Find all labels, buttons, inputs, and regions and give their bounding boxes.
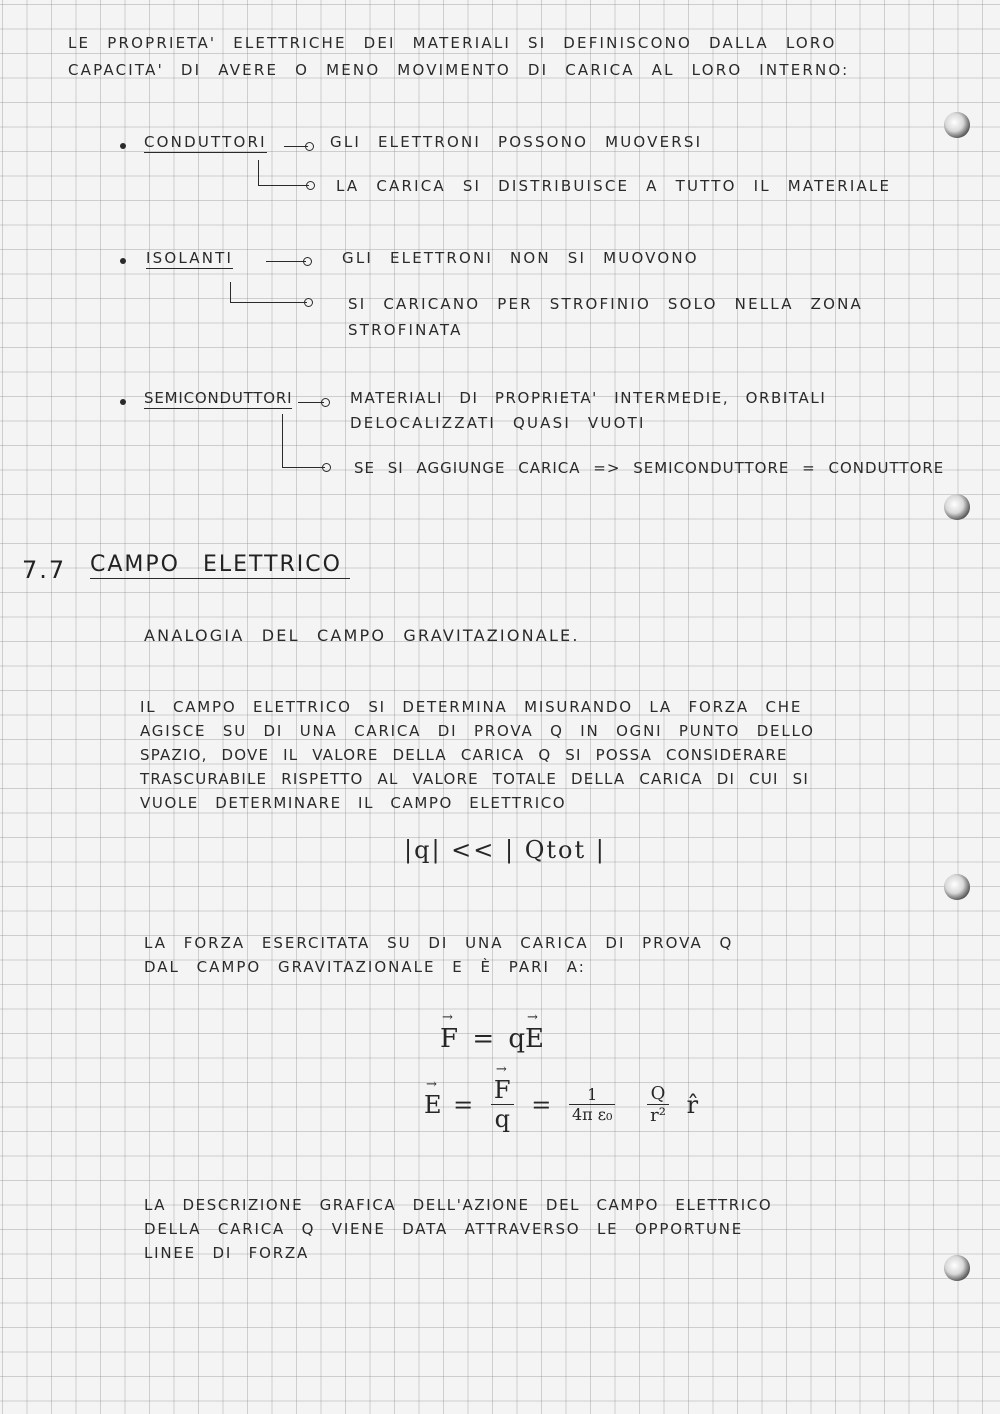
bullet-semiconduttori (120, 399, 126, 405)
arrow-icon (284, 146, 308, 147)
paragraph1-line-1: IL CAMPO ELETTRICO SI DETERMINA MISURANDO LA FORZA CHE (140, 698, 803, 716)
conduttori-point-2: LA CARICA SI DISTRIBUISCE A TUTTO IL MATERIALE (336, 177, 892, 195)
fraction-q-over-r2 (647, 1083, 669, 1126)
paragraph1-line-5: VUOLE DETERMINARE IL CAMPO ELETTRICO (140, 794, 567, 812)
formula-force (440, 1024, 544, 1054)
force-vector: → F (494, 1076, 511, 1104)
material-name-semiconduttori: SEMICONDUTTORI (144, 389, 293, 407)
intro-line-2: CAPACITA' DI AVERE O MENO MOVIMENTO DI CARICA AL LORO INTERNO: (68, 61, 850, 79)
paragraph3-line-3: LINEE DI FORZA (144, 1244, 310, 1262)
arrow-icon (298, 402, 324, 403)
formula-q-condition: |q| << | Qtot | (404, 836, 606, 864)
paragraph1-line-4: TRASCURABILE RISPETTO AL VALORE TOTALE DELLA CARICA DI CUI SI (140, 770, 809, 788)
elbow-arrow-icon (282, 414, 325, 468)
isolanti-point-1: GLI ELETTRONI NON SI MUOVONO (342, 249, 699, 267)
binder-hole-1 (944, 112, 970, 138)
isolanti-point-2: SI CARICANO PER STROFINIO SOLO NELLA ZONA (348, 295, 863, 313)
semiconduttori-point-2: DELOCALIZZATI QUASI VUOTI (350, 414, 646, 432)
binder-hole-2 (944, 494, 970, 520)
bullet-conduttori (120, 143, 126, 149)
field-vector: → E (424, 1091, 442, 1119)
intro-line-1: LE PROPRIETA' ELETTRICHE DEI MATERIALI SI DEFINISCONO DALLA LORO (68, 34, 837, 52)
charge-q: q (508, 1024, 526, 1054)
binder-hole-4 (944, 1255, 970, 1281)
fraction-f-over-q (491, 1076, 514, 1133)
force-vector: → F (440, 1024, 458, 1054)
analogia-text: ANALOGIA DEL CAMPO GRAVITAZIONALE. (144, 626, 580, 645)
numerator-charge-q: Q (647, 1083, 669, 1105)
denominator-q: q (494, 1105, 510, 1133)
conduttori-point-1: GLI ELETTRONI POSSONO MUOVERSI (330, 133, 703, 151)
formula-field (424, 1076, 698, 1133)
section-title: CAMPO ELETTRICO (90, 552, 350, 579)
equals-sign: = (453, 1090, 474, 1119)
paragraph1-line-2: AGISCE SU DI UNA CARICA DI PROVA Q IN OGNI PUNTO DELLO (140, 722, 815, 740)
material-name-conduttori: CONDUTTORI (144, 133, 267, 151)
paragraph3-line-2: DELLA CARICA Q VIENE DATA ATTRAVERSO LE OPPORTUNE (144, 1220, 744, 1238)
unit-vector-r: r̂ (686, 1090, 699, 1119)
semiconduttori-point-1: MATERIALI DI PROPRIETA' INTERMEDIE, ORBITALI (350, 389, 827, 407)
isolanti-point-3: STROFINATA (348, 321, 463, 339)
denominator-4pi-eps0: 4π ε₀ (571, 1105, 613, 1124)
arrow-icon (266, 261, 306, 262)
field-vector: → E (525, 1024, 544, 1054)
equals-sign: = (531, 1090, 552, 1119)
paragraph2-line-1: LA FORZA ESERCITATA SU DI UNA CARICA DI PROVA Q (144, 934, 734, 952)
semiconduttori-point-3: SE SI AGGIUNGE CARICA => SEMICONDUTTORE = CONDUTTORE (354, 459, 945, 477)
equals-sign: = (472, 1024, 495, 1054)
material-name-isolanti: ISOLANTI (146, 249, 234, 267)
fraction-coulomb-constant (569, 1085, 615, 1124)
elbow-arrow-icon (258, 160, 309, 186)
numerator-one: 1 (569, 1085, 615, 1105)
paragraph2-line-2: DAL CAMPO GRAVITAZIONALE E È PARI A: (144, 958, 586, 976)
denominator-r-squared: r² (650, 1105, 666, 1126)
paragraph3-line-1: LA DESCRIZIONE GRAFICA DELL'AZIONE DEL CAMPO ELETTRICO (144, 1196, 773, 1214)
elbow-arrow-icon (230, 282, 307, 303)
binder-hole-3 (944, 874, 970, 900)
paragraph1-line-3: SPAZIO, DOVE IL VALORE DELLA CARICA Q SI POSSA CONSIDERARE (140, 746, 788, 764)
section-number: 7.7 (22, 556, 67, 584)
bullet-isolanti (120, 258, 126, 264)
